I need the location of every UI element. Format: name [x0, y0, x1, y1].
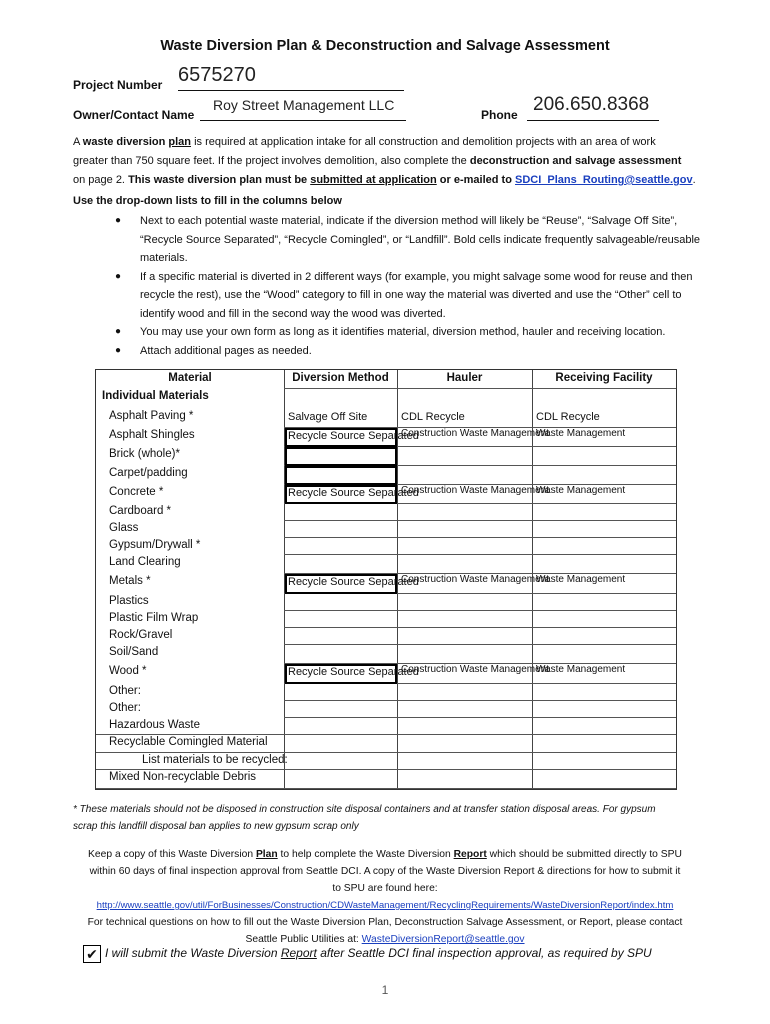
hauler-cell[interactable]: CDL Recycle: [401, 411, 465, 423]
material-name: Land Clearing: [109, 556, 181, 568]
phone-field[interactable]: 206.650.8368: [533, 94, 650, 115]
section-individual-materials: Individual Materials: [102, 390, 209, 402]
header-hauler: Hauler: [446, 372, 483, 384]
list-item: ● You may use your own form as long as it identifies material, diversion method, hauler and receiving location.: [115, 326, 666, 338]
material-name: Recyclable Comingled Material: [109, 736, 268, 748]
materials-table: [95, 369, 677, 790]
row-divider: [284, 717, 676, 718]
hauler-cell[interactable]: Construction Waste Management: [401, 485, 550, 496]
material-name: Plastics: [109, 595, 149, 607]
row-divider: [284, 627, 676, 628]
material-name: Asphalt Shingles: [109, 429, 195, 441]
list-item: ● If a specific material is diverted in 2 different ways (for example, you might salvage some wood for reuse and then recycle the rest), use the “Wood” category to fill in one way the material was diverted and use the “Other” cell to identify wood and fill in the second way the wood was diverted.: [115, 270, 693, 320]
owner-name-underline: [200, 120, 406, 121]
sdci-email-link[interactable]: SDCI_Plans_Routing@seattle.gov: [514, 174, 693, 186]
material-name: Soil/Sand: [109, 646, 159, 658]
project-number-field[interactable]: 6575270: [178, 64, 256, 86]
project-number-underline: [178, 90, 404, 91]
material-name: Carpet/padding: [109, 467, 188, 479]
material-name: Wood *: [109, 665, 147, 677]
diversion-method-dropdown[interactable]: [285, 466, 397, 485]
row-divider: [284, 700, 676, 701]
material-name: Gypsum/Drywall *: [109, 539, 201, 551]
material-name: Mixed Non-recyclable Debris: [109, 771, 256, 783]
material-name: Plastic Film Wrap: [109, 612, 199, 624]
receiving-facility-cell[interactable]: CDL Recycle: [536, 411, 600, 423]
row-divider: [96, 769, 676, 770]
material-name: Metals *: [109, 575, 151, 587]
row-divider: [284, 554, 676, 555]
row-divider: [284, 610, 676, 611]
owner-name-label: Owner/Contact Name: [73, 108, 195, 122]
receiving-facility-cell[interactable]: Waste Management: [536, 664, 626, 675]
header-receiving-facility: Receiving Facility: [555, 372, 653, 384]
phone-label: Phone: [481, 108, 518, 122]
hauler-cell[interactable]: Construction Waste Management: [401, 574, 550, 585]
footnote: * These materials should not be disposed in construction site disposal containers and at transfer station disposal areas. For gypsum scrap this landfill disposal ban applies to new gypsum scrap only: [73, 804, 656, 832]
material-name: List materials to be recycled:: [142, 754, 288, 766]
row-divider: [96, 752, 676, 753]
hauler-cell[interactable]: Construction Waste Management: [401, 428, 550, 439]
page-number: 1: [381, 983, 389, 997]
row-divider: [96, 734, 676, 735]
header-diversion-method: Diversion Method: [292, 372, 389, 384]
material-name: Other:: [109, 702, 141, 714]
list-item: ● Attach additional pages as needed.: [115, 344, 312, 357]
diversion-method-cell[interactable]: Recycle Source Separated: [288, 487, 419, 499]
certification-checkbox[interactable]: ✔: [83, 945, 101, 963]
row-divider: [96, 788, 676, 789]
material-name: Brick (whole)*: [109, 448, 180, 460]
material-name: Cardboard *: [109, 505, 172, 517]
header-divider: [284, 388, 676, 389]
project-number-label: Project Number: [73, 78, 163, 92]
material-name: Hazardous Waste: [109, 719, 200, 731]
keep-copy-instructions: Keep a copy of this Waste Diversion Plan to help complete the Waste Diversion Report which should be submitted directly to SPU within 60 days of final inspection approval from Seattle DCI. A copy of the Waste Diversion Report & directions for how to submit it to SPU are found here: http://www.seattle.gov/util/ForBusinesses/Construction/CDWasteManagement/RecyclingRequirements/WasteDiversionReport/index.htm For technical questions on how to fill out the Waste Diversion Plan, Deconstruction Salvage Assessment, or Report, please contact Seattle Public Utilities at: WasteDiversionReport@seattle.gov: [87, 849, 683, 945]
diversion-method-cell[interactable]: Recycle Source Separated: [288, 576, 419, 588]
diversion-method-cell[interactable]: Recycle Source Separated: [288, 430, 419, 442]
receiving-facility-cell[interactable]: Waste Management: [536, 574, 626, 585]
list-item: ● Next to each potential waste material, indicate if the diversion method will likely be “Reuse”, “Salvage Off Site”, “Recycle Source Separated”, “Recycle Comingled”, or “Landfill”. Bold cells indicate frequently salvageable/reusable materials.: [115, 215, 701, 264]
diversion-method-dropdown[interactable]: [285, 447, 397, 466]
receiving-facility-cell[interactable]: Waste Management: [536, 428, 626, 439]
row-divider: [284, 520, 676, 521]
page-title: Waste Diversion Plan & Deconstruction and Salvage Assessment: [160, 38, 610, 54]
material-name: Glass: [109, 522, 139, 534]
material-name: Asphalt Paving *: [109, 410, 194, 422]
hauler-cell[interactable]: Construction Waste Management: [401, 664, 550, 675]
diversion-method-cell[interactable]: Salvage Off Site: [288, 411, 368, 423]
header-material: Material: [168, 372, 212, 384]
spu-email-link[interactable]: WasteDiversionReport@seattle.gov: [361, 934, 525, 945]
material-name: Concrete *: [109, 486, 164, 498]
instructions-list: [115, 212, 705, 360]
phone-underline: [527, 120, 659, 121]
receiving-facility-cell[interactable]: Waste Management: [536, 485, 626, 496]
material-name: Rock/Gravel: [109, 629, 173, 641]
material-name: Other:: [109, 685, 141, 697]
diversion-method-cell[interactable]: Recycle Source Separated: [288, 666, 419, 678]
row-divider: [284, 644, 676, 645]
certification-text: I will submit the Waste Diversion Report after Seattle DCI final inspection approval, as required by SPU: [105, 946, 652, 960]
row-divider: [284, 537, 676, 538]
spu-report-link[interactable]: http://www.seattle.gov/util/ForBusinesses/Construction/CDWasteManagement/RecyclingRequirements/WasteDiversionReport/index.htm: [96, 900, 674, 911]
owner-name-field[interactable]: Roy Street Management LLC: [213, 97, 395, 113]
intro-paragraph: A waste diversion plan is required at application intake for all construction and demolition projects with an area of work greater than 750 square feet. If the project involves demolition, also complete the deconstruction and salvage assessment on page 2. This waste diversion plan must be submitted at application or e-mailed to SDCI_Plans_Routing@seattle.gov.: [73, 136, 696, 186]
instructions-title: Use the drop-down lists to fill in the columns below: [73, 195, 342, 207]
